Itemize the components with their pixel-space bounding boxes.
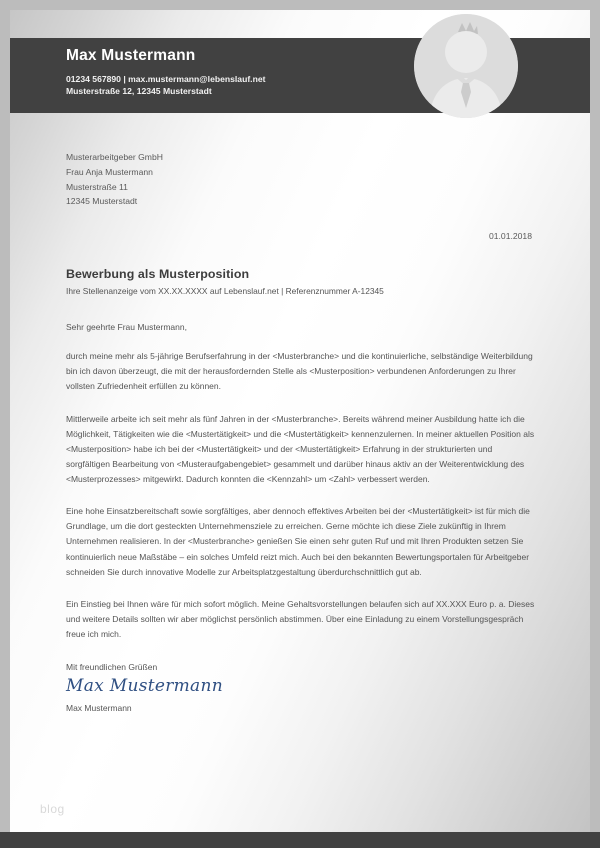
recipient-line: Frau Anja Mustermann [66, 166, 153, 177]
contact-line-address: Musterstraße 12, 12345 Musterstadt [66, 85, 212, 96]
blog-watermark: blog [40, 802, 65, 816]
recipient-line: Musterstraße 11 [66, 181, 128, 192]
document-sheet [10, 10, 590, 838]
body-paragraph: Eine hohe Einsatzbereitschaft sowie sorgfältiges, aber dennoch effektives Arbeiten bei der <Mustertätigkeit> ist für mich die Grundlage, um die dort gesteckten Unternehmensziele zu erreichen. Gerne möchte ich diese Ziele zukünftig in Ihrem Unternehmen realisieren. In der <Musterbranche> genießen Sie einen sehr guten Ruf und mit Ihren Produkten setzen Sie kontinuierlich neue Maßstäbe – ein solches Umfeld reizt mich. Auch bei den bekannten Bewertungsportalen für Arbeitgeber schneiden Sie durch innovative Modelle zur Arbeitsplatzgestaltung überdurchschnittlich gut ab. [66, 506, 530, 577]
handwritten-signature: Max Mustermann [66, 676, 223, 697]
applicant-name: Max Mustermann [66, 47, 196, 64]
letter-body [66, 150, 538, 713]
header-identity-block [66, 48, 265, 97]
body-paragraph: Mittlerweile arbeite ich seit mehr als fünf Jahren in der <Musterbranche>. Bereits während meiner Ausbildung hatte ich die Möglichkeit, Tätigkeiten wie die <Mustertätigkeit> und die <Mustertätigkeit> kennenzulernen. In meiner aktuellen Position als <Musterposition> habe ich bei der <Mustertätigkeit> und der <Mustertätigkeit> Erfahrung in der strukturierten und sorgfältigen Bearbeitung von <Musteraufgabengebiet> gesammelt und darüber hinaus aktiv an der Weiterentwicklung des <Musterprozesses> mitgewirkt. Dadurch konnten die <Kennzahl> um <Zahl> verbessert werden. [66, 413, 535, 484]
body-paragraph: durch meine mehr als 5-jährige Berufserfahrung in der <Musterbranche> und die kontinuierliche, selbständige Weiterbildung bin ich davon überzeugt, die mit der herausfordernden Stelle als <Musterposition> verbundenen Anforderungen zu Ihrer vollsten Zufriedenheit erfüllen zu können. [66, 351, 533, 392]
recipient-address-block [66, 150, 538, 209]
salutation: Sehr geehrte Frau Mustermann, [66, 322, 187, 333]
letter-date: 01.01.2018 [488, 231, 532, 242]
recipient-line: 12345 Musterstadt [66, 196, 138, 207]
closing-phrase: Mit freundlichen Grüßen [66, 662, 158, 673]
subject-title: Bewerbung als Musterposition [66, 267, 250, 282]
body-paragraph: Ein Einstieg bei Ihnen wäre für mich sofort möglich. Meine Gehaltsvorstellungen belaufen sich auf XX.XXX Euro p. a. Dieses und weitere Details sollten wir aber möglichst persönlich abstimmen. Über eine Einladung zu einem Vorstellungsgespräch freue ich mich. [66, 598, 535, 639]
typed-signature-name: Max Mustermann [66, 703, 132, 714]
recipient-line: Musterarbeitgeber GmbH [66, 152, 163, 162]
contact-line-phone-email: 01234 567890 | max.mustermann@lebenslauf.net [66, 73, 266, 84]
subject-reference: Ihre Stellenanzeige vom XX.XX.XXXX auf Lebenslauf.net | Referenznummer A-12345 [66, 286, 384, 297]
footer-bar [0, 832, 600, 848]
person-placeholder-icon [414, 14, 518, 118]
